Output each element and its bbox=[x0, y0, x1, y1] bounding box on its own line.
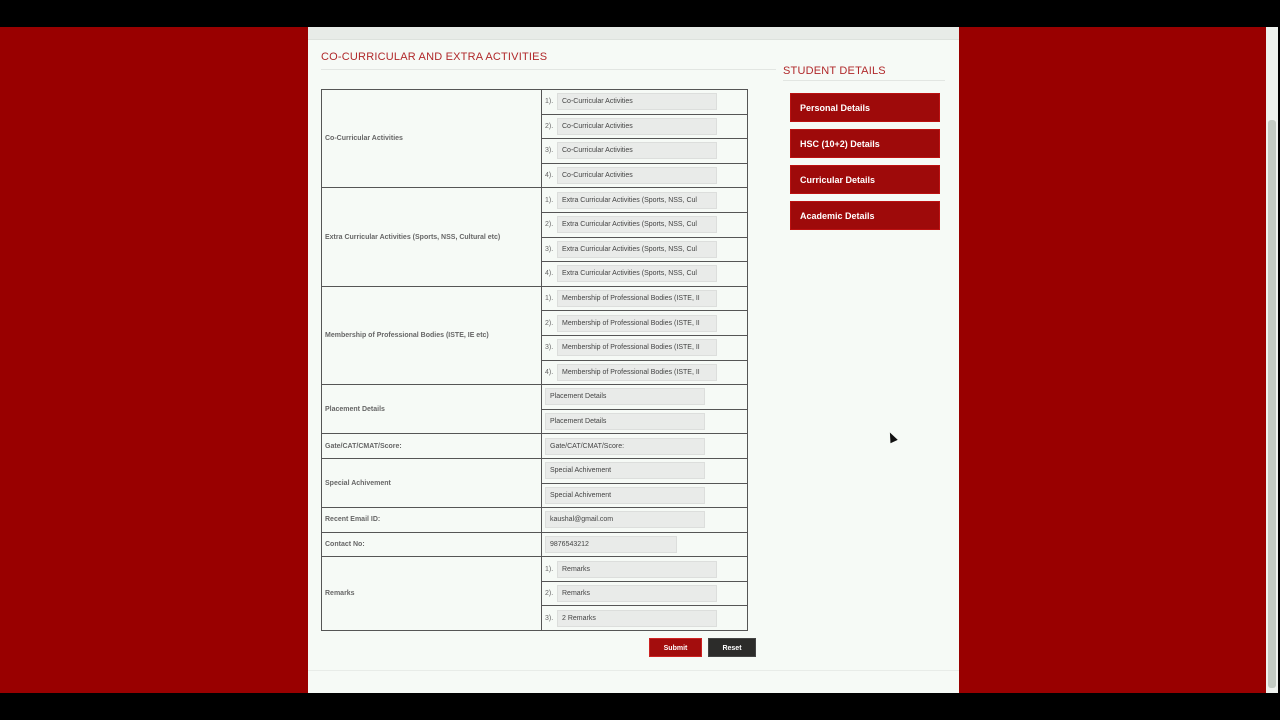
item-number: 3). bbox=[545, 245, 554, 253]
extra-curricular-input-1[interactable]: Extra Curricular Activities (Sports, NSS, Cul bbox=[557, 192, 717, 209]
item-number: 1). bbox=[545, 295, 554, 303]
contact-label: Contact No: bbox=[322, 532, 542, 557]
placement-input-1[interactable]: Placement Details bbox=[545, 388, 705, 405]
email-input[interactable]: kaushal@gmail.com bbox=[545, 511, 705, 528]
placement-label: Placement Details bbox=[322, 385, 542, 434]
item-number: 1). bbox=[545, 98, 554, 106]
page-container bbox=[308, 27, 959, 693]
bottom-letterbox bbox=[0, 693, 1280, 720]
remarks-input-3[interactable]: 2 Remarks bbox=[557, 610, 717, 627]
item-number: 2). bbox=[545, 590, 554, 598]
header-strip bbox=[308, 27, 959, 40]
sidebar-item-curricular-details[interactable]: Curricular Details bbox=[790, 165, 940, 194]
item-number: 3). bbox=[545, 147, 554, 155]
table-row bbox=[322, 508, 748, 533]
sidebar-item-academic-details[interactable]: Academic Details bbox=[790, 201, 940, 230]
item-number: 1). bbox=[545, 565, 554, 573]
co-curricular-input-2[interactable]: Co-Curricular Activities bbox=[557, 118, 717, 135]
section-divider bbox=[321, 69, 776, 70]
item-number: 1). bbox=[545, 196, 554, 204]
membership-label: Membership of Professional Bodies (ISTE, IE etc) bbox=[322, 286, 542, 384]
gate-score-label: Gate/CAT/CMAT/Score: bbox=[322, 434, 542, 459]
table-row bbox=[322, 90, 748, 115]
table-row bbox=[322, 434, 748, 459]
contact-input[interactable]: 9876543212 bbox=[545, 536, 677, 553]
top-letterbox bbox=[0, 0, 1280, 27]
membership-input-1[interactable]: Membership of Professional Bodies (ISTE, II bbox=[557, 290, 717, 307]
remarks-input-2[interactable]: Remarks bbox=[557, 585, 717, 602]
extra-curricular-input-4[interactable]: Extra Curricular Activities (Sports, NSS, Cul bbox=[557, 265, 717, 282]
remarks-input-1[interactable]: Remarks bbox=[557, 561, 717, 578]
co-curricular-input-4[interactable]: Co-Curricular Activities bbox=[557, 167, 717, 184]
table-row bbox=[322, 557, 748, 582]
table-row bbox=[322, 188, 748, 213]
submit-button[interactable]: Submit bbox=[649, 638, 702, 657]
extra-curricular-input-3[interactable]: Extra Curricular Activities (Sports, NSS, Cul bbox=[557, 241, 717, 258]
item-number: 4). bbox=[545, 270, 554, 278]
item-number: 2). bbox=[545, 319, 554, 327]
item-number: 3). bbox=[545, 614, 554, 622]
table-row bbox=[322, 532, 748, 557]
table-row bbox=[322, 385, 748, 410]
activities-form-table bbox=[321, 89, 748, 631]
browser-viewport bbox=[0, 27, 1266, 693]
gate-score-input[interactable]: Gate/CAT/CMAT/Score: bbox=[545, 438, 705, 455]
item-number: 2). bbox=[545, 221, 554, 229]
achievement-input-1[interactable]: Special Achivement bbox=[545, 462, 705, 479]
placement-input-2[interactable]: Placement Details bbox=[545, 413, 705, 430]
membership-input-3[interactable]: Membership of Professional Bodies (ISTE, II bbox=[557, 339, 717, 356]
co-curricular-input-1[interactable]: Co-Curricular Activities bbox=[557, 93, 717, 110]
membership-input-4[interactable]: Membership of Professional Bodies (ISTE, II bbox=[557, 364, 717, 381]
scrollbar-thumb[interactable] bbox=[1268, 120, 1276, 688]
email-label: Recent Email ID: bbox=[322, 508, 542, 533]
achievement-label: Special Achivement bbox=[322, 458, 542, 507]
footer-divider bbox=[308, 670, 959, 671]
extra-curricular-label: Extra Curricular Activities (Sports, NSS, Cultural etc) bbox=[322, 188, 542, 286]
sidebar-item-personal-details[interactable]: Personal Details bbox=[790, 93, 940, 122]
item-number: 3). bbox=[545, 344, 554, 352]
item-number: 4). bbox=[545, 172, 554, 180]
sidebar-title: STUDENT DETAILS bbox=[783, 65, 886, 77]
table-row bbox=[322, 458, 748, 483]
item-number: 4). bbox=[545, 368, 554, 376]
extra-curricular-input-2[interactable]: Extra Curricular Activities (Sports, NSS, Cul bbox=[557, 216, 717, 233]
item-number: 2). bbox=[545, 122, 554, 130]
co-curricular-input-3[interactable]: Co-Curricular Activities bbox=[557, 142, 717, 159]
remarks-label: Remarks bbox=[322, 557, 542, 631]
sidebar-item-hsc-details[interactable]: HSC (10+2) Details bbox=[790, 129, 940, 158]
reset-button[interactable]: Reset bbox=[708, 638, 756, 657]
membership-input-2[interactable]: Membership of Professional Bodies (ISTE, II bbox=[557, 315, 717, 332]
achievement-input-2[interactable]: Special Achivement bbox=[545, 487, 705, 504]
table-row bbox=[322, 286, 748, 311]
section-title: CO-CURRICULAR AND EXTRA ACTIVITIES bbox=[321, 51, 548, 63]
co-curricular-label: Co-Curricular Activities bbox=[322, 90, 542, 188]
sidebar-divider bbox=[783, 80, 945, 81]
